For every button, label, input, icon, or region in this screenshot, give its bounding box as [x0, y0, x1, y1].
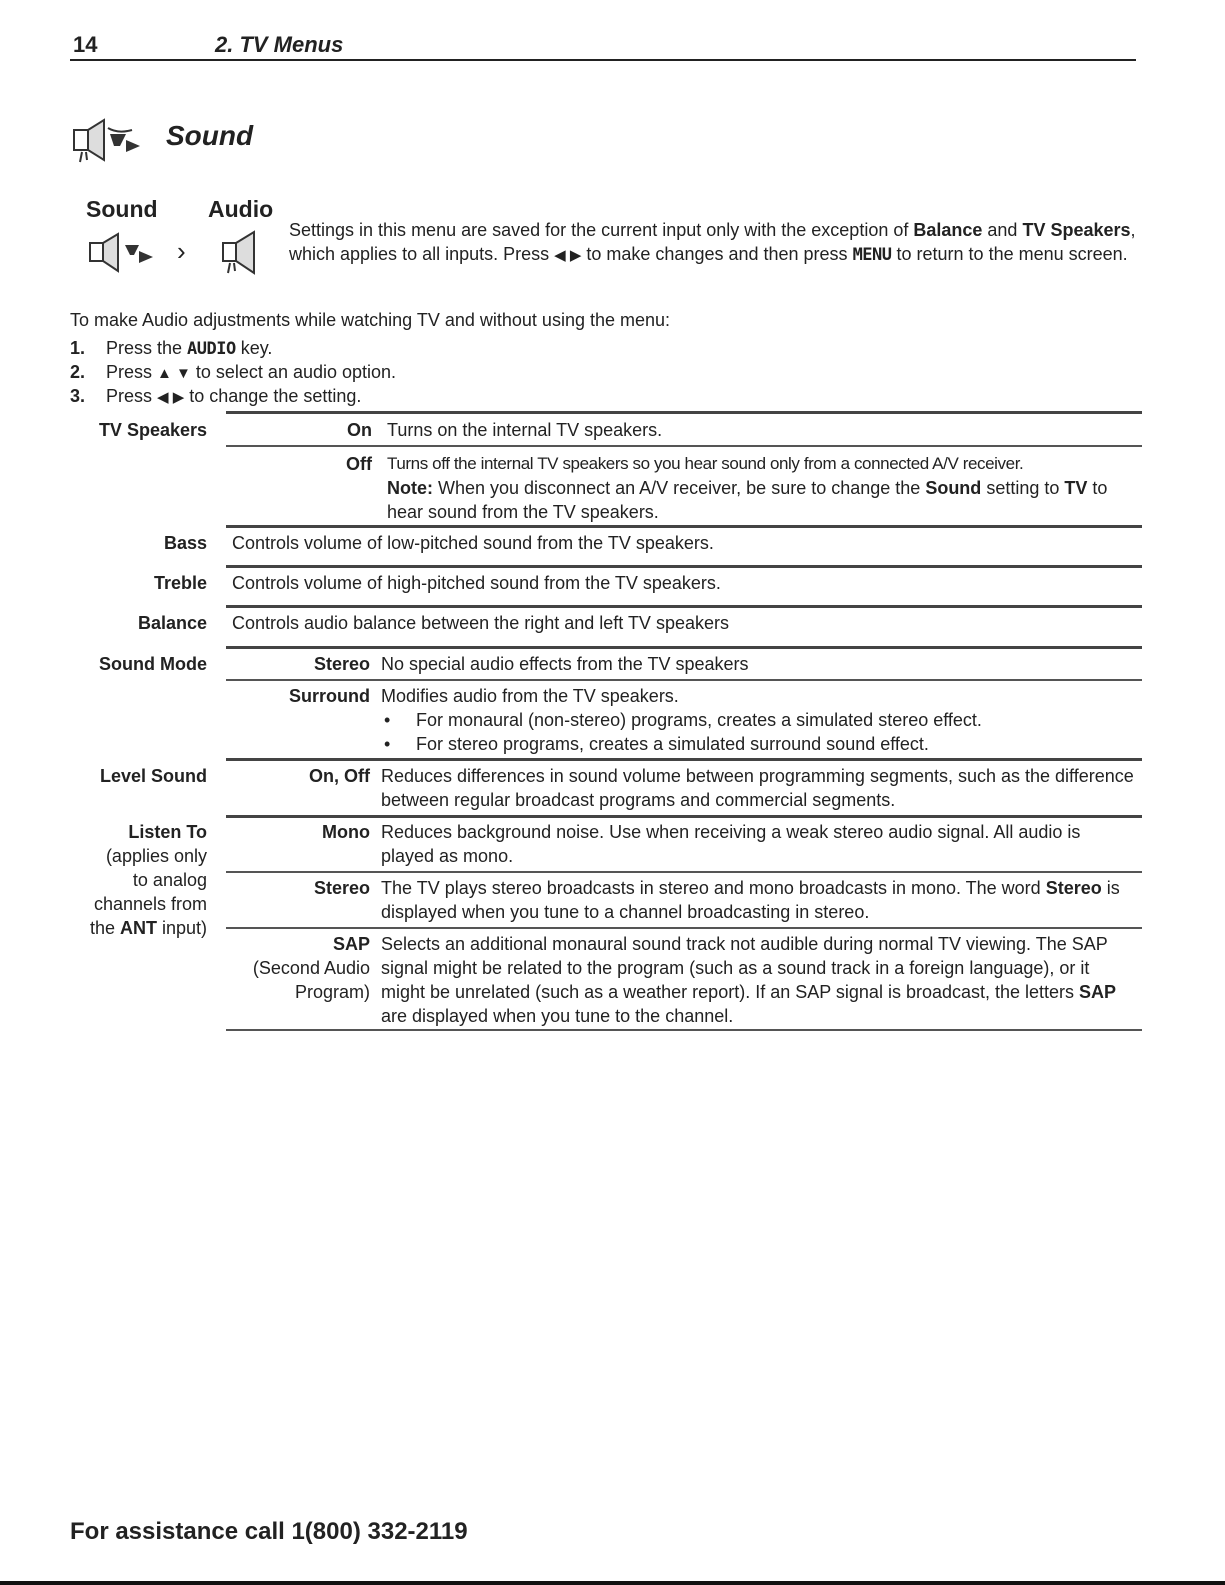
table-divider	[226, 871, 1142, 873]
list-item: • For monaural (non-stereo) programs, creates a simulated stereo effect.	[384, 710, 982, 730]
option-surround-desc: Modifies audio from the TV speakers.	[381, 686, 679, 706]
page-bottom-edge	[0, 1581, 1225, 1585]
bass-desc: Controls volume of low-pitched sound from the TV speakers.	[232, 533, 714, 553]
sound-menu-icon	[87, 231, 161, 280]
option-off-desc: Turns off the internal TV speakers so you hear sound only from a connected A/V receiver.	[387, 454, 1024, 473]
option-off-note: Note: When you disconnect an A/V receiver, be sure to change the Sound setting to TV to hear sound from the TV speakers.	[387, 478, 1108, 522]
setting-label-listen-to: Listen To	[128, 822, 207, 842]
listen-to-note: to analog	[132, 870, 207, 890]
intro-paragraph: Settings in this menu are saved for the current input only with the exception of Balance and TV Speakers, which applies to all inputs. Press ◀ ▶ to make changes and then press MENU to return to the menu screen.	[289, 220, 1136, 265]
breadcrumb-sound: Sound	[86, 196, 158, 222]
treble-desc: Controls volume of high-pitched sound from the TV speakers.	[232, 573, 721, 593]
audio-menu-icon	[220, 229, 264, 282]
listen-to-note: channels from	[93, 894, 207, 914]
option-sap-sub: (Second Audio	[252, 958, 370, 978]
option-on-off: On, Off	[309, 766, 370, 786]
table-divider	[226, 445, 1142, 447]
option-mono-desc: Reduces background noise. Use when receiving a weak stereo audio signal. All audio is played as mono.	[381, 822, 1081, 866]
left-right-arrows-icon: ◀ ▶	[554, 247, 582, 264]
option-stereo: Stereo	[313, 654, 370, 674]
left-right-arrows-icon: ◀ ▶	[157, 389, 185, 406]
audio-key: AUDIO	[187, 339, 236, 359]
chapter-title: 2. TV Menus	[215, 32, 344, 57]
lead-text: To make Audio adjustments while watching TV and without using the menu:	[70, 310, 671, 330]
option-stereo: Stereo	[313, 878, 370, 898]
option-sap-sub: Program)	[294, 982, 370, 1002]
list-item: • For stereo programs, creates a simulated surround sound effect.	[384, 734, 929, 754]
table-divider	[226, 565, 1142, 568]
listen-to-note: the ANT input)	[89, 918, 207, 938]
option-off: Off	[346, 454, 372, 474]
option-stereo-desc: The TV plays stereo broadcasts in stereo and mono broadcasts in mono. The word Stereo is displayed when you tune to a channel broadcasting in stereo.	[381, 878, 1120, 922]
option-sap: SAP	[332, 934, 370, 954]
table-divider	[226, 646, 1142, 649]
step-2: 2. Press ▲ ▼ to select an audio option.	[70, 362, 397, 382]
page-number: 14	[73, 32, 98, 57]
table-divider	[226, 605, 1142, 608]
table-divider	[226, 411, 1142, 414]
up-down-arrows-icon: ▲ ▼	[157, 365, 191, 382]
option-mono: Mono	[322, 822, 370, 842]
table-divider	[226, 758, 1142, 761]
step-1: 1. Press the AUDIO key.	[70, 338, 273, 359]
listen-to-note: (applies only	[105, 846, 207, 866]
setting-label-tv-speakers: TV Speakers	[98, 420, 207, 440]
table-divider	[226, 1029, 1142, 1031]
option-on-desc: Turns on the internal TV speakers.	[387, 420, 663, 440]
option-sap-desc: Selects an additional monaural sound track not audible during normal TV viewing. The SAP signal might be related to the program (such as a sound track in a foreign language), or it might be unrelated (such as a weather report). If an SAP signal is broadcast, the letters SAP are displayed when you tune to the channel.	[381, 934, 1117, 1026]
setting-label-balance: Balance	[137, 613, 207, 633]
table-divider	[226, 525, 1142, 528]
option-surround: Surround	[289, 686, 370, 706]
breadcrumb-audio: Audio	[208, 196, 274, 222]
step-3: 3. Press ◀ ▶ to change the setting.	[70, 386, 362, 406]
setting-label-level-sound: Level Sound	[99, 766, 207, 786]
section-title: Sound	[166, 120, 254, 151]
table-divider	[226, 679, 1142, 681]
table-divider	[226, 815, 1142, 818]
setting-label-bass: Bass	[163, 533, 207, 553]
menu-key: MENU	[852, 245, 892, 265]
option-on: On	[347, 420, 372, 440]
level-sound-desc: Reduces differences in sound volume between programming segments, such as the difference between regular broadcast programs and commercial segments.	[381, 766, 1134, 810]
setting-label-treble: Treble	[153, 573, 207, 593]
speaker-sound-icon	[70, 116, 146, 171]
option-stereo-desc: No special audio effects from the TV speakers	[381, 654, 749, 674]
balance-desc: Controls audio balance between the right and left TV speakers	[232, 613, 729, 633]
header-divider	[70, 59, 1136, 61]
table-divider	[226, 927, 1142, 929]
breadcrumb-chevron-icon: ›	[177, 236, 186, 266]
assistance-footer: For assistance call 1(800) 332-2119	[70, 1518, 468, 1545]
setting-label-sound-mode: Sound Mode	[99, 654, 207, 674]
